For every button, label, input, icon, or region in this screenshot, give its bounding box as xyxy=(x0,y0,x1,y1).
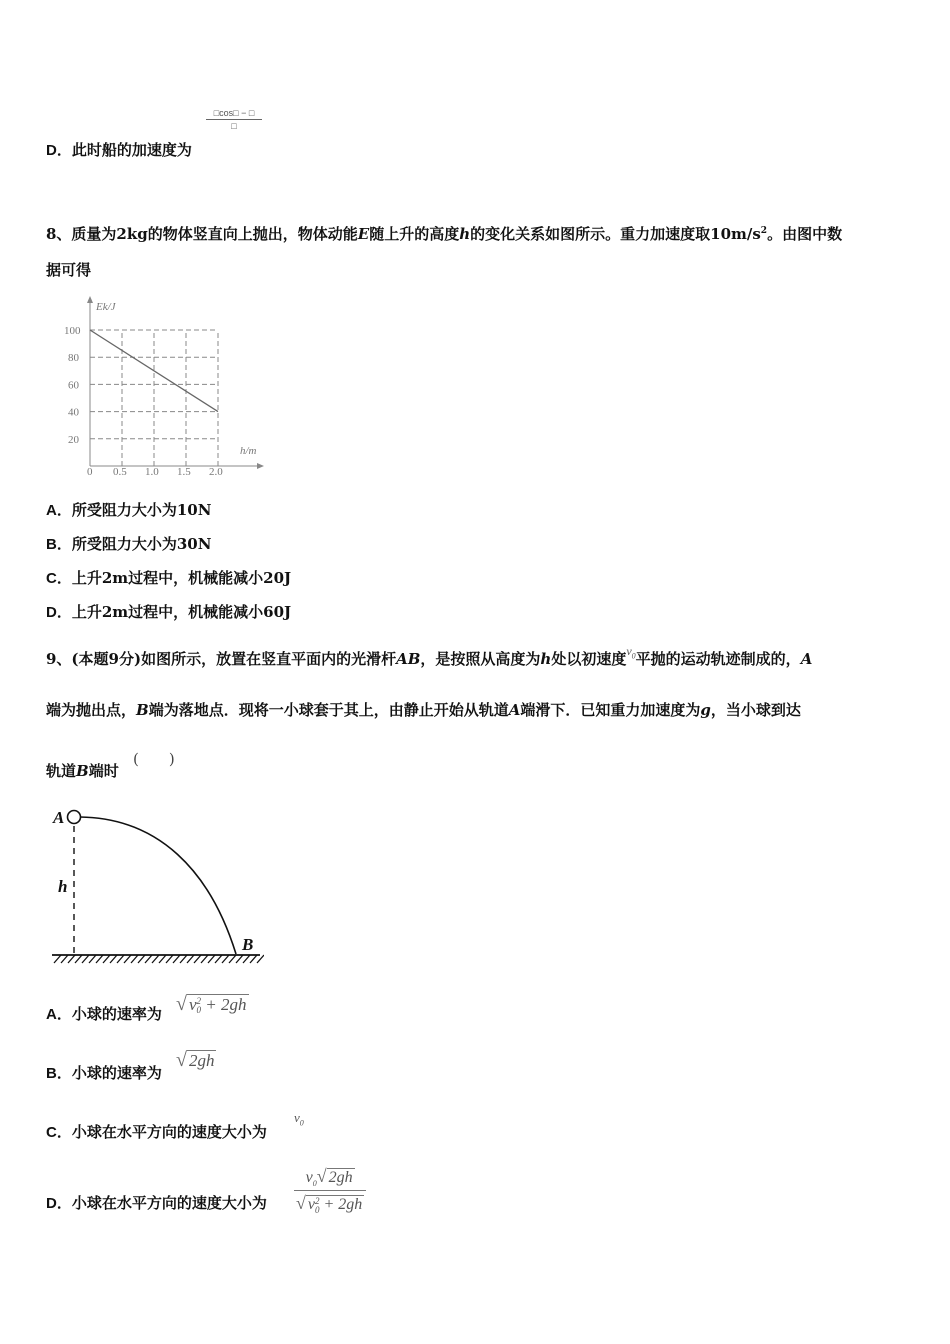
q9-line3-part-a: 轨道 xyxy=(46,762,77,780)
denominator xyxy=(294,1190,366,1214)
hatch-mark xyxy=(61,955,68,963)
q7-fraction-top: □cos□ − □ xyxy=(213,108,255,118)
q9-option-d-math xyxy=(294,1166,366,1215)
q9-line1-part-a: 9、(本题9分)如图所示，放置在竖直平面内的光滑杆 xyxy=(46,650,397,668)
option-text: 小球在水平方向的速度大小为 xyxy=(71,1123,267,1141)
fraction xyxy=(294,1166,366,1215)
q8-option-b xyxy=(46,534,211,555)
q7-fraction-bottom: □ xyxy=(206,119,262,131)
q9-line1-part-c: 处以初速度 xyxy=(551,650,627,668)
q9-figure xyxy=(48,800,264,972)
q8-option-a xyxy=(46,500,211,521)
y-axis-label: Ek/J xyxy=(96,301,116,313)
option-text: 小球的速率为 xyxy=(71,1005,162,1023)
trajectory-curve xyxy=(80,817,236,954)
q9-stem-line3 xyxy=(46,761,119,781)
math-v: v xyxy=(294,1110,300,1125)
option-text: 所受阻力大小为10N xyxy=(71,501,212,519)
hatch-mark xyxy=(222,955,229,963)
hatch-mark xyxy=(173,955,180,963)
option-text: 所受阻力大小为30N xyxy=(71,535,212,553)
q9-v0-sub: 0 xyxy=(631,651,636,661)
q9-option-a xyxy=(46,1004,162,1025)
x-tick-label: 1.0 xyxy=(145,466,159,478)
hatch-mark xyxy=(208,955,215,963)
origin-label: 0 xyxy=(87,466,93,478)
numerator xyxy=(294,1166,366,1190)
x-tick-label: 0.5 xyxy=(113,466,127,478)
q8-stem-line1 xyxy=(46,221,842,244)
hatch-mark xyxy=(159,955,166,963)
math-sub-zero: 0 xyxy=(196,1005,202,1016)
q9-option-c xyxy=(46,1122,267,1143)
math-sub-zero: 0 xyxy=(299,1118,304,1128)
q9-option-a-math xyxy=(176,993,249,1016)
q8-option-c xyxy=(46,568,291,589)
q9-var-b-2: B xyxy=(76,762,89,780)
sqrt-icon: √ xyxy=(296,1193,306,1214)
hatch-mark xyxy=(243,955,250,963)
hatch-mark xyxy=(103,955,110,963)
y-tick-label: 20 xyxy=(68,433,79,446)
hatch-mark xyxy=(131,955,138,963)
hatch-mark xyxy=(124,955,131,963)
q9-var-h: h xyxy=(540,650,552,668)
hatch-mark xyxy=(229,955,236,963)
sqrt-icon: √ xyxy=(316,1166,327,1186)
q8-stem-sup: 2 xyxy=(760,226,768,236)
math-square: 2 xyxy=(196,996,202,1007)
q9-var-b: B xyxy=(136,701,149,719)
y-tick-label: 40 xyxy=(68,406,79,419)
q9-line2-part-a: 端为抛出点， xyxy=(46,701,137,719)
option-text: 小球的速率为 xyxy=(71,1064,162,1082)
option-text: 上升2m过程中，机械能减小60J xyxy=(71,603,292,621)
q9-stem-line2 xyxy=(46,700,801,720)
hatch-mark xyxy=(96,955,103,963)
q9-line2-part-c: 端滑下．已知重力加速度为 xyxy=(520,701,701,719)
option-letter: B． xyxy=(46,536,72,553)
x-axis-arrow xyxy=(257,463,264,469)
q9-answer-paren: ( ) xyxy=(133,750,175,768)
radicand: 2gh xyxy=(328,1169,353,1186)
hatch-mark xyxy=(82,955,89,963)
option-text: 上升2m过程中，机械能减小20J xyxy=(71,569,292,587)
math-sub-zero: 0 xyxy=(315,1204,320,1215)
q9-line2-part-b: 端为落地点．现将一小球套于其上，由静止开始从轨道 xyxy=(148,701,509,719)
q8-stem-line2: 据可得 xyxy=(46,261,92,279)
sqrt-icon: √ xyxy=(176,1049,187,1071)
option-letter: B． xyxy=(46,1065,72,1082)
y-axis-arrow xyxy=(87,296,93,303)
q9-line1-part-b: ，是按照从高度为 xyxy=(420,650,541,668)
hatch-mark xyxy=(194,955,201,963)
option-letter: D． xyxy=(46,142,72,159)
option-letter: A． xyxy=(46,502,72,519)
q8-stem-part1: 8、质量为2kg的物体竖直向上抛出，物体动能 xyxy=(46,225,358,243)
hatch-mark xyxy=(257,955,264,963)
q9-var-ab: AB xyxy=(396,650,421,668)
hatch-mark xyxy=(54,955,61,963)
q8-var-e: E xyxy=(357,225,370,243)
hatch-mark xyxy=(75,955,82,963)
radicand xyxy=(306,1195,364,1214)
hatch-mark xyxy=(201,955,208,963)
q9-stem-line1 xyxy=(46,644,813,675)
hatch-mark xyxy=(187,955,194,963)
radicand xyxy=(187,994,249,1015)
q8-stem-part3: 的变化关系如图所示。重力加速度取10m/s xyxy=(470,225,761,243)
math-sub-zero: 0 xyxy=(312,1179,317,1189)
math-plus-2gh: + 2gh xyxy=(201,995,247,1014)
y-tick-label: 80 xyxy=(68,352,79,365)
option-letter: C． xyxy=(46,1124,72,1141)
q7-fraction xyxy=(206,108,262,131)
q9-var-g: g xyxy=(700,701,711,719)
label-a: A xyxy=(53,808,65,827)
y-tick-label: 60 xyxy=(68,379,79,392)
option-letter: A． xyxy=(46,1006,72,1023)
hatch-mark xyxy=(166,955,173,963)
option-letter: D． xyxy=(46,604,72,621)
hatch-mark xyxy=(110,955,117,963)
q9-line3-part-b: 端时 xyxy=(88,762,119,780)
math-v: v xyxy=(188,995,197,1014)
math-square: 2 xyxy=(315,1195,320,1206)
y-tick-label: 100 xyxy=(64,325,81,337)
hatch-mark xyxy=(250,955,257,963)
q9-line2-part-d: ，当小球到达 xyxy=(710,701,801,719)
option-letter: D． xyxy=(46,1195,72,1212)
q9-line1-part-d: 平抛的运动轨迹制成的， xyxy=(635,650,801,668)
q8-stem-part2: 随上升的高度 xyxy=(369,225,460,243)
hatch-mark xyxy=(89,955,96,963)
hatch-mark xyxy=(180,955,187,963)
option-text: 此时船的加速度为 xyxy=(71,141,192,159)
option-letter: C． xyxy=(46,570,72,587)
q9-option-b-math xyxy=(176,1049,216,1072)
math-v: v xyxy=(305,1169,313,1186)
x-tick-label: 1.5 xyxy=(177,466,191,478)
label-h: h xyxy=(58,877,68,896)
hatch-mark xyxy=(117,955,124,963)
math-plus-2gh: + 2gh xyxy=(319,1196,363,1214)
label-b: B xyxy=(242,935,254,954)
q8-stem-part4: 。由图中数 xyxy=(767,225,843,243)
option-text: 小球在水平方向的速度大小为 xyxy=(71,1194,267,1212)
hatch-mark xyxy=(68,955,75,963)
q8-option-d xyxy=(46,602,291,623)
ground-hatch xyxy=(54,955,264,963)
hatch-mark xyxy=(145,955,152,963)
hatch-mark xyxy=(152,955,159,963)
hatch-mark xyxy=(215,955,222,963)
ball-icon xyxy=(68,811,81,824)
q9-var-a: A xyxy=(800,650,813,668)
q9-option-c-math xyxy=(294,1110,304,1128)
q8-chart xyxy=(58,294,270,480)
q9-option-b xyxy=(46,1063,162,1084)
x-axis-label: h/m xyxy=(240,445,257,457)
hatch-mark xyxy=(138,955,145,963)
math-v: v xyxy=(307,1196,315,1214)
q9-option-d xyxy=(46,1193,267,1214)
q9-v0 xyxy=(626,644,636,661)
q8-var-h: h xyxy=(459,225,471,243)
radicand: 2gh xyxy=(188,1051,215,1070)
q9-v0-v: v xyxy=(626,644,632,658)
q7-option-d xyxy=(46,140,192,161)
x-tick-label: 2.0 xyxy=(209,466,223,478)
chart-grid xyxy=(90,330,218,466)
sqrt-icon: √ xyxy=(176,993,187,1015)
q9-var-a-2: A xyxy=(508,701,521,719)
chart-ticks xyxy=(64,325,223,478)
hatch-mark xyxy=(236,955,243,963)
